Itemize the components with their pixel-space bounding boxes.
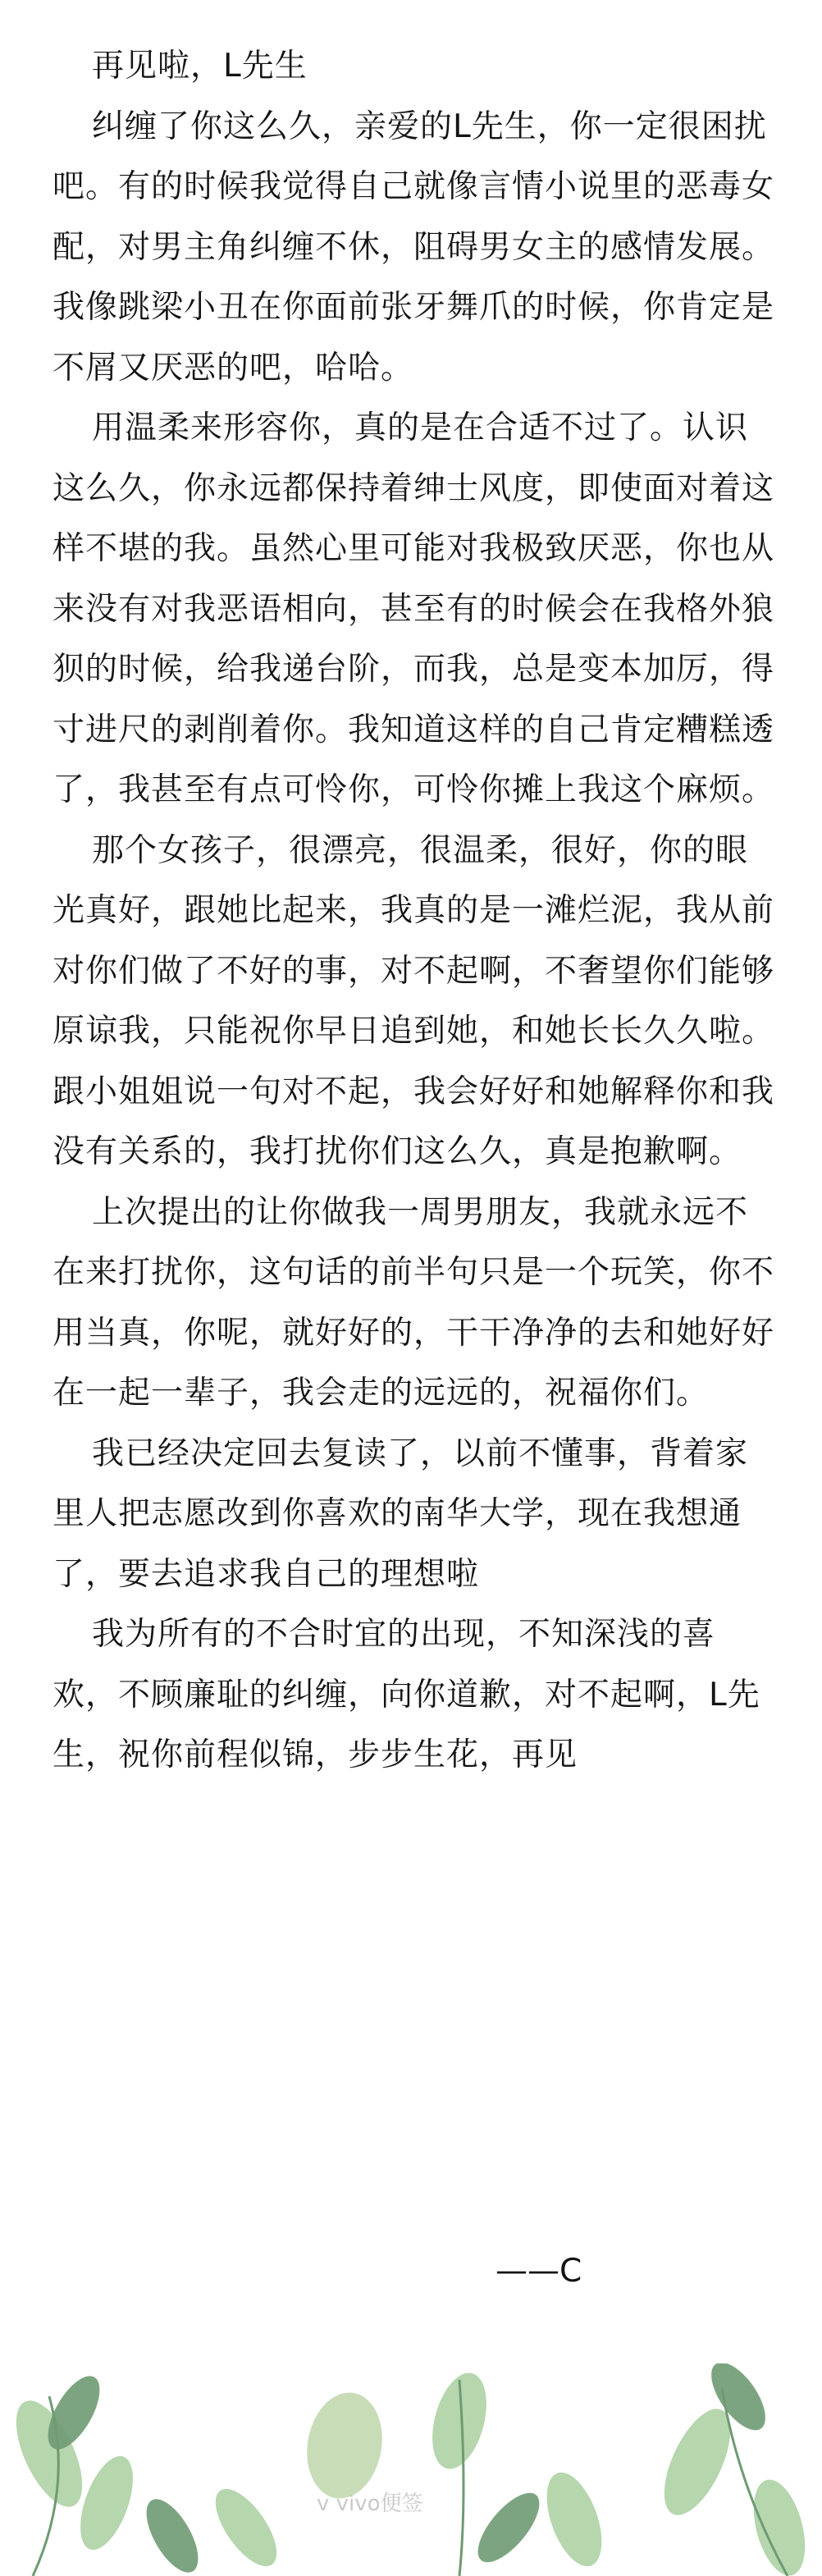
paragraph-3: 那个女孩子，很漂亮，很温柔，很好，你的眼光真好，跟她比起来，我真的是一滩烂泥，我从前对你们做了不好的事，对不起啊，不奢望你们能够原谅我，只能祝你早日追到她，和她长长久久啦。跟小姐姐说一句对不起，我会好好和她解释你和我没有关系的，我打扰你们这么久，真是抱歉啊。 bbox=[53, 831, 775, 1170]
leaf-decoration bbox=[0, 2363, 822, 2576]
paragraph-1: 纠缠了你这么久，亲爱的L先生，你一定很困扰吧。有的时候我觉得自己就像言情小说里的恶毒女配，对男主角纠缠不休，阻碍男女主的感情发展。我像跳梁小丑在你面前张牙舞爪的时候，你肯定是不屑又厌恶的吧，哈哈。 bbox=[53, 108, 775, 387]
paragraph-5: 我已经决定回去复读了，以前不懂事，背着家里人把志愿改到你喜欢的南华大学，现在我想通了，要去追求我自己的理想啦 bbox=[53, 1434, 749, 1593]
letter-body bbox=[53, 36, 774, 1786]
app-watermark: v vivo便签 bbox=[317, 2491, 423, 2516]
letter-title: 再见啦，L先生 bbox=[92, 48, 308, 85]
paragraph-4: 上次提出的让你做我一周男朋友，我就永远不在来打扰你，这句话的前半句只是一个玩笑，你不用当真，你呢，就好好的，干干净净的去和她好好在一起一辈子，我会走的远远的，祝福你们。 bbox=[53, 1193, 775, 1412]
paragraph-2: 用温柔来形容你，真的是在合适不过了。认识这么久，你永远都保持着绅士风度，即使面对着这样不堪的我。虽然心里可能对我极致厌恶，你也从来没有对我恶语相向，甚至有的时候会在我格外狼狈的时候，给我递台阶，而我，总是变本加厉，得寸进尺的剥削着你。我知道这样的自己肯定糟糕透了，我甚至有点可怜你，可怜你摊上我这个麻烦。 bbox=[53, 410, 775, 808]
paragraph-6: 我为所有的不合时宜的出现，不知深浅的喜欢，不顾廉耻的纠缠，向你道歉，对不起啊，L先生，祝你前程似锦，步步生花，再见 bbox=[53, 1616, 760, 1773]
signature: ——C bbox=[495, 2253, 582, 2290]
